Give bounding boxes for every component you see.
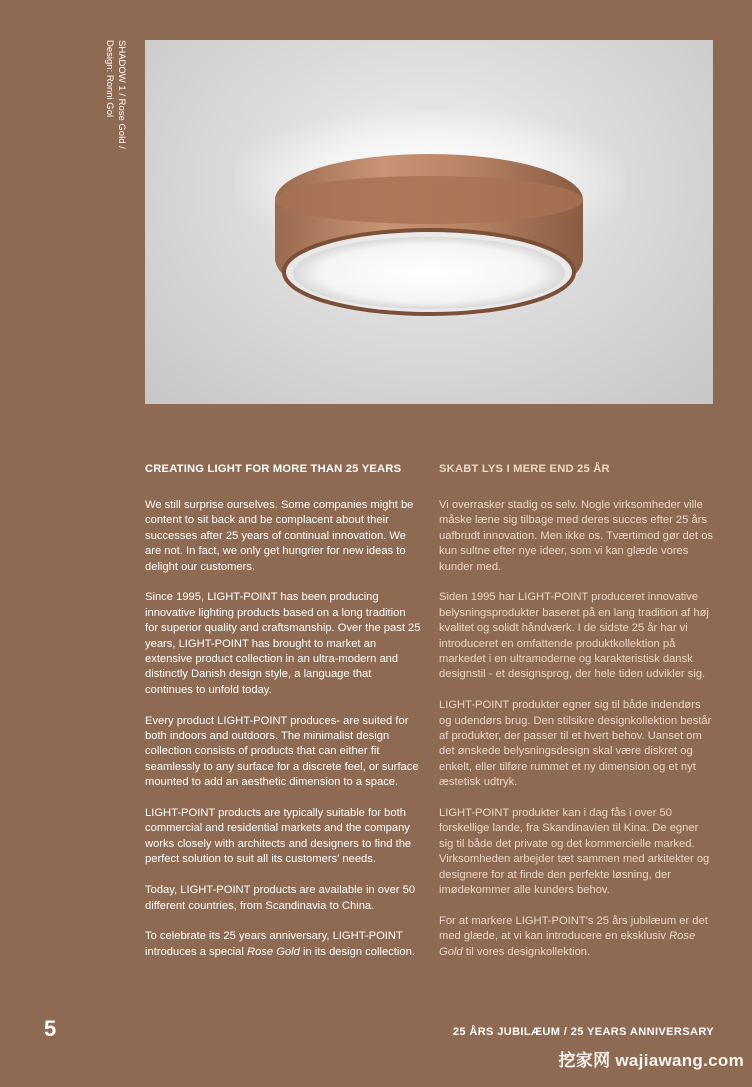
english-paragraph-3: Every product LIGHT-POINT produces- are suited for both indoors and outdoors. The minimalist design collection consists of products that can either fit seamlessly to any surface for a discrete feel, or surface mounted to add an aesthetic dimension to a space. [145, 714, 419, 789]
english-p6-tail: in its design collection. [299, 945, 415, 958]
danish-paragraph-2: Siden 1995 har LIGHT-POINT produceret innovative belysningsprodukter baseret på en lang tradition af høj kvalitet og solidt håndværk. I de sidste 25 år har vi introduceret en omfattende produktkollektion på markedet i en ultramoderne og karakteristisk dansk designstil - et designsprog, der hele tiden udvikler sig. [439, 591, 709, 681]
english-heading: CREATING LIGHT FOR MORE THAN 25 YEARS [145, 463, 402, 475]
caption-line-2: Design: Ronni Gol [104, 40, 115, 118]
danish-p5-tail: til vores designkollektion. [462, 945, 591, 958]
english-column [145, 462, 421, 976]
danish-heading: SKABT LYS I MERE END 25 ÅR [439, 463, 610, 475]
english-p6-text: To celebrate its 25 years anniversary, LIGHT-POINT introduces a special [145, 930, 403, 958]
english-paragraph-6 [145, 929, 421, 960]
danish-paragraph-4: LIGHT-POINT produkter kan i dag fås i over 50 forskellige lande, fra Skandinavien til Kina. De egner sig til både det private og det kommercielle marked. Virksomheden arbejder tæt sammen med arkitekter og designere for at finde den perfekte løsning, der imødekommer alle kunders behov. [439, 807, 710, 897]
danish-p5-emphasis: Rose Gold [439, 930, 696, 958]
english-paragraph-2: Since 1995, LIGHT-POINT has been producing innovative lighting products based on a long tradition for superior quality and craftsmanship. Over the past 25 years, LIGHT-POINT has brought to market an extensive product collection in an ultra-modern and distinctly Danish design style, a language that continues to unfold today. [145, 591, 421, 696]
danish-paragraph-3: LIGHT-POINT produkter egner sig til både indendørs og udendørs brug. Den stilsikre designkollektion består af produkter, der passer til et hvert behov. Uanset om det ønskede belysningsdesign skal være diskret og enkelt, eller tilføre rummet et ny dimension og et nyt æstetisk udtryk. [439, 699, 712, 789]
english-paragraph-5: Today, LIGHT-POINT products are available in over 50 different countries, from Scandinavia to China. [145, 884, 416, 912]
danish-paragraph-5 [439, 914, 715, 960]
danish-p5-text: For at markere LIGHT-POINT's 25 års jubilæum er det med glæde, at vi kan introducere en eksklusiv [439, 914, 708, 943]
product-photo [145, 40, 713, 404]
footer-anniversary: 25 ÅRS JUBILÆUM / 25 YEARS ANNIVERSARY [452, 1026, 714, 1038]
english-paragraph-1: We still surprise ourselves. Some companies might be content to sit back and be complacent about their successes after 25 years of continual innovation. We are not. In fact, we only get hungrier for new ideas to delight our customers. [145, 499, 414, 573]
ceiling-lamp-image [145, 40, 713, 404]
danish-column [439, 462, 715, 976]
watermark: 挖家网 wajiawang.com [558, 1051, 744, 1070]
english-p6-emphasis: Rose Gold [247, 945, 300, 958]
danish-paragraph-1: Vi overrasker stadig os selv. Nogle virksomheder ville måske læne sig tilbage med deres succes efter 25 års uafbrudt innovation. Men ikke os. Tværtimod gør det os kun sultne efter nye ideer, som vi kan glæde vores kunder med. [439, 499, 714, 573]
caption-line-1: SHADOW 1 / Rose Gold / [116, 40, 127, 149]
page-number: 5 [44, 1016, 57, 1041]
photo-caption [103, 40, 127, 149]
english-paragraph-4: LIGHT-POINT products are typically suitable for both commercial and residential markets and the company works closely with architects and designers to find the perfect solution to suit all its customers' needs. [145, 807, 412, 866]
